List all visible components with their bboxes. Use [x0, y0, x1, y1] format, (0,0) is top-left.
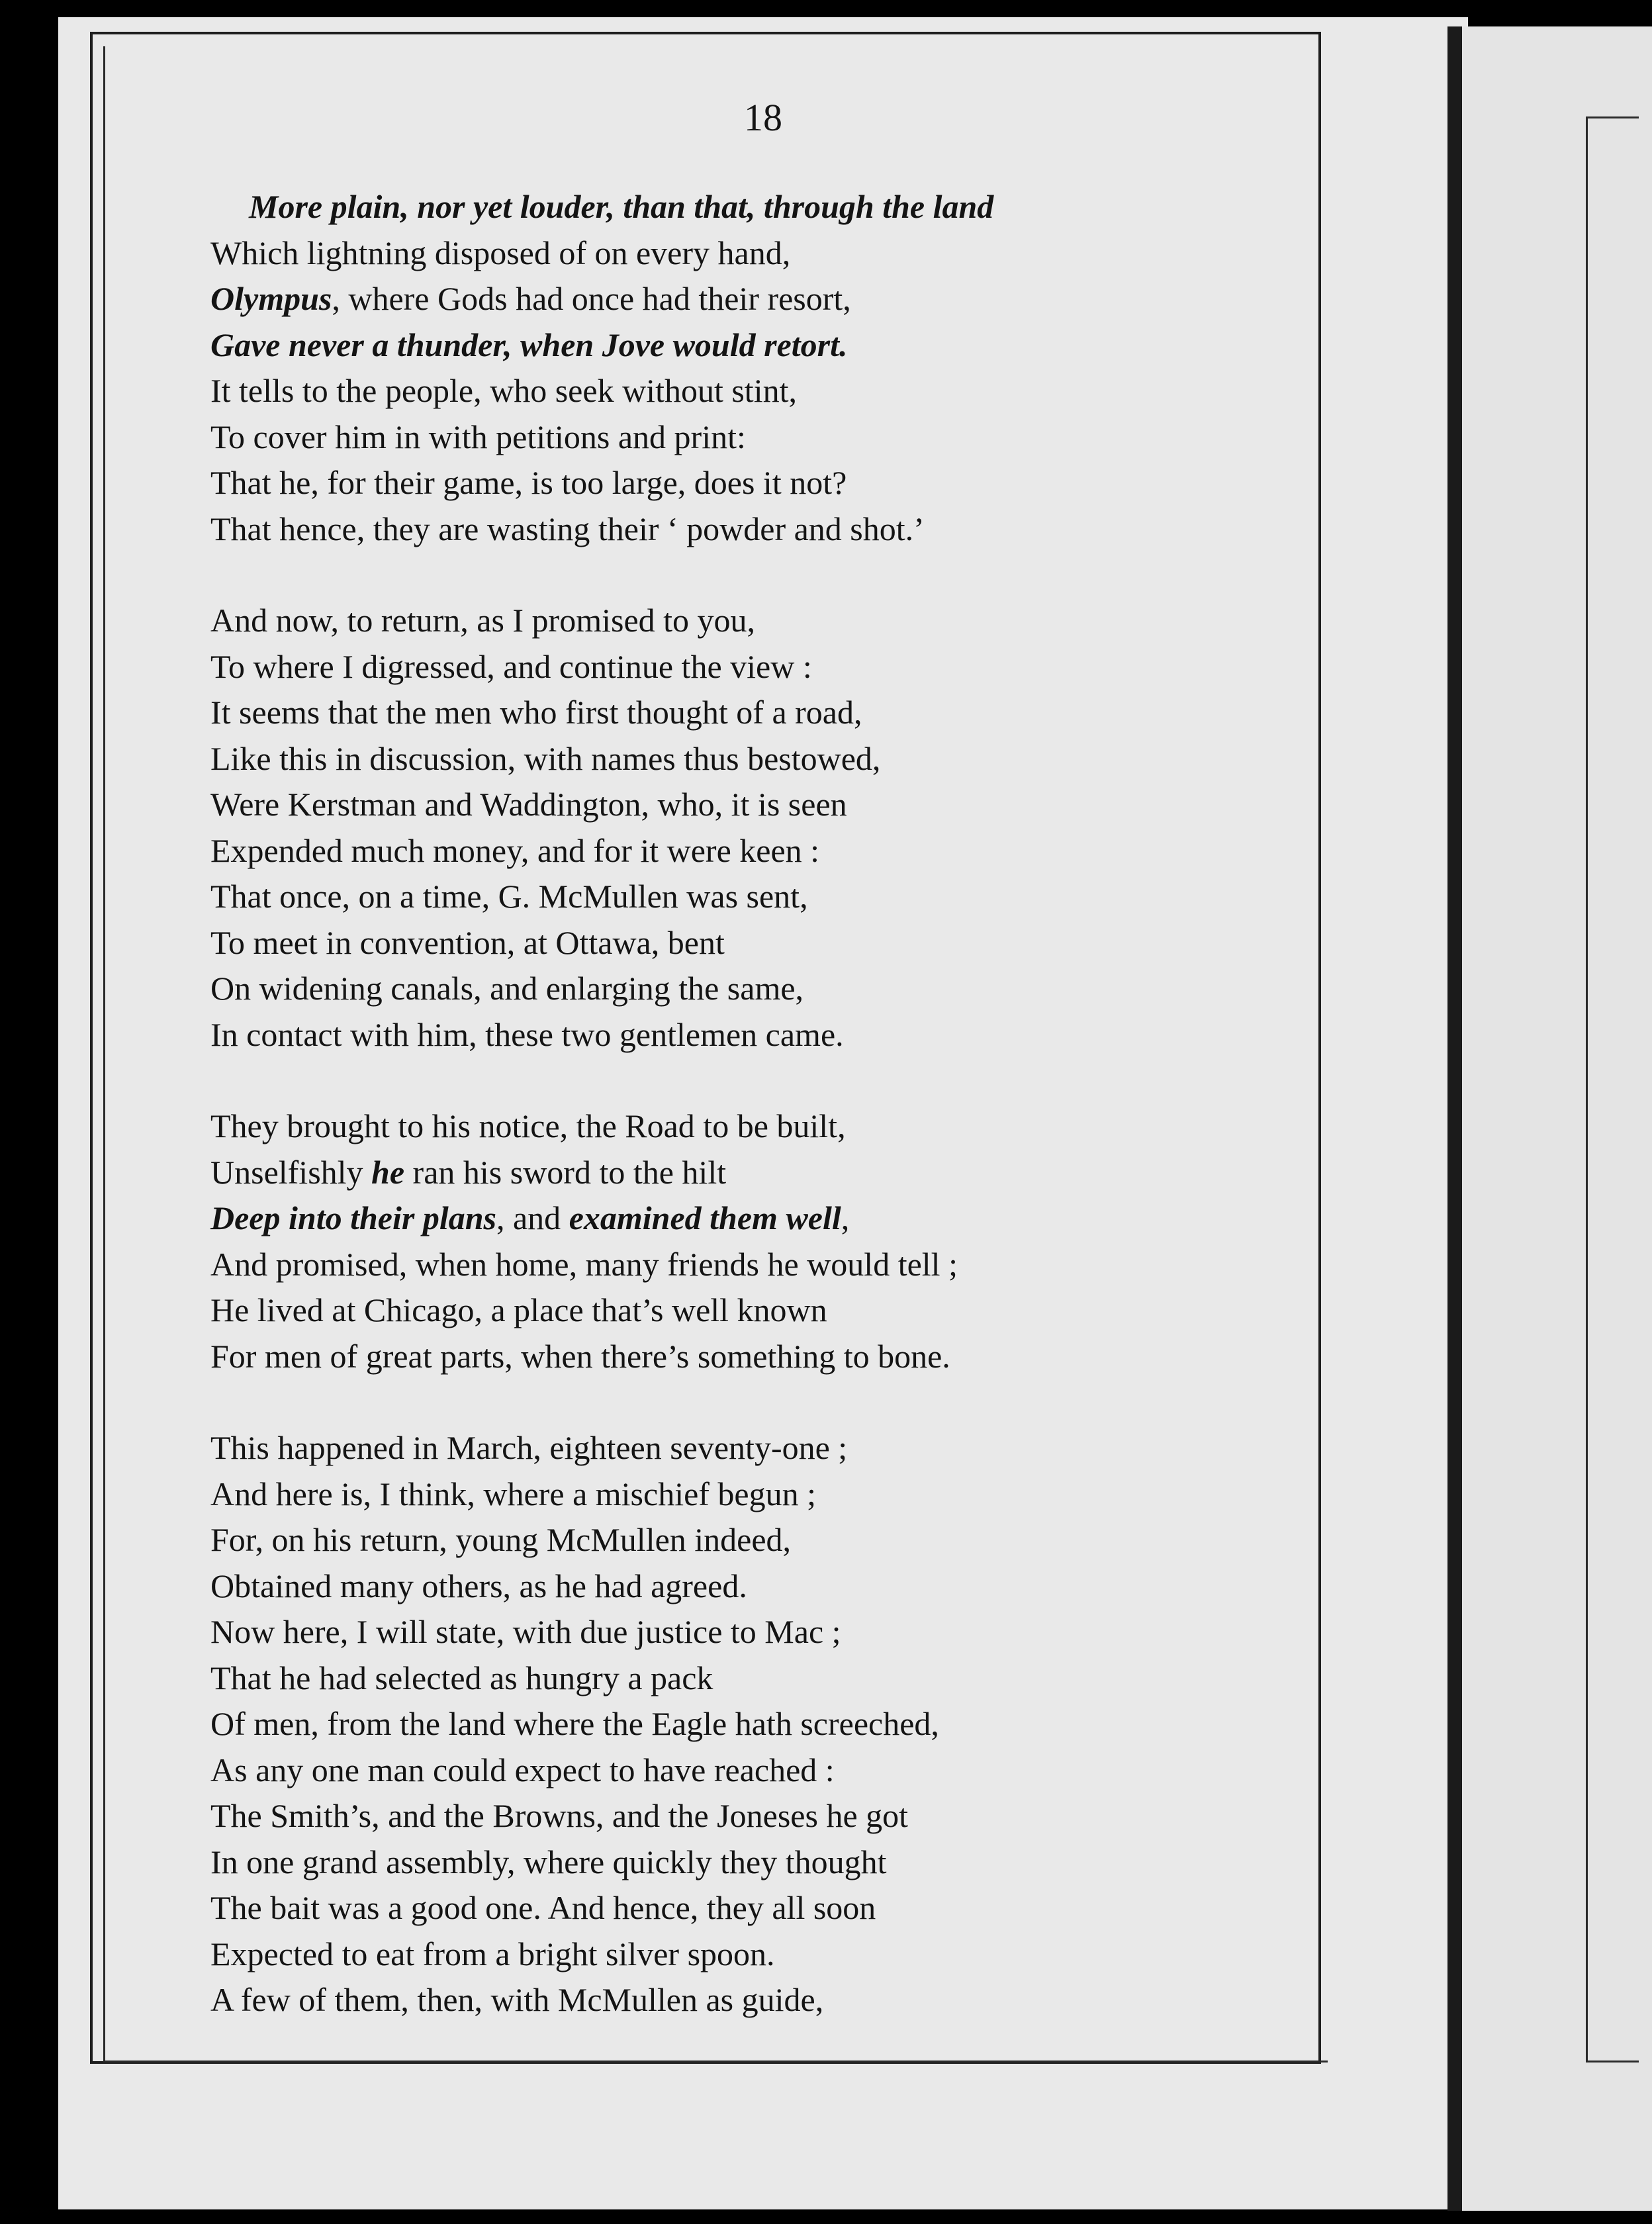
poem-line: That hence, they are wasting their ‘ powder and shot.’	[210, 510, 925, 547]
poem-line: The Smith’s, and the Browns, and the Joneses he got	[210, 1797, 909, 1834]
stanza	[210, 1425, 1362, 2023]
stanza	[210, 598, 1362, 1058]
poem-line: As any one man could expect to have reached :	[210, 1751, 835, 1788]
poem-line: They brought to his notice, the Road to be built,	[210, 1107, 846, 1144]
text-run: ran his sword to the hilt	[404, 1153, 727, 1191]
poem-line: More plain, nor yet louder, than that, through the land	[249, 188, 994, 225]
binding-gutter	[1447, 26, 1462, 2211]
poem-line: In contact with him, these two gentlemen came.	[210, 1015, 844, 1053]
poem-text	[210, 184, 1362, 2023]
poem-line: And now, to return, as I promised to you,	[210, 602, 756, 639]
poem-line: The bait was a good one. And hence, they all soon	[210, 1889, 876, 1926]
poem-line: To cover him in with petitions and print:	[210, 418, 746, 455]
poem-line: In one grand assembly, where quickly they thought	[210, 1843, 887, 1880]
stanza	[210, 184, 1362, 552]
poem-line: Obtained many others, as he had agreed.	[210, 1567, 747, 1604]
text-run: , where Gods had once had their resort,	[332, 280, 851, 317]
poem-line: That he, for their game, is too large, does it not?	[210, 464, 847, 501]
poem-line: For, on his return, young McMullen indeed,	[210, 1521, 792, 1558]
poem-line	[210, 1195, 1362, 1242]
poem-line: Expected to eat from a bright silver spoon.	[210, 1935, 775, 1972]
page-number: 18	[744, 96, 782, 139]
poem-line: A few of them, then, with McMullen as guide,	[210, 1981, 824, 2018]
poem-line: Now here, I will state, with due justice to Mac ;	[210, 1613, 841, 1650]
poem-line: And promised, when home, many friends he would tell ;	[210, 1245, 958, 1283]
poem-line: That once, on a time, G. McMullen was sent,	[210, 878, 808, 915]
text-run: Unselfishly	[210, 1153, 372, 1191]
poem-line: Of men, from the land where the Eagle hath screeched,	[210, 1705, 939, 1742]
poem-line: For men of great parts, when there’s something to bone.	[210, 1337, 950, 1375]
stanza	[210, 1103, 1362, 1379]
poem-line: To meet in convention, at Ottawa, bent	[210, 923, 725, 961]
poem-line: He lived at Chicago, a place that’s well known	[210, 1291, 827, 1328]
poem-line: This happened in March, eighteen seventy-one ;	[210, 1429, 848, 1466]
poem-line: On widening canals, and enlarging the same,	[210, 970, 804, 1007]
text-run: , and	[496, 1199, 569, 1236]
poem-line	[210, 276, 1362, 322]
poem-line: Like this in discussion, with names thus bestowed,	[210, 739, 881, 777]
poem-line: Gave never a thunder, when Jove would retort.	[210, 326, 848, 363]
facing-page-border	[1586, 116, 1639, 2062]
poem-line: Were Kerstman and Waddington, who, it is seen	[210, 786, 847, 823]
italic-phrase: Olympus	[210, 280, 332, 317]
text-run: ,	[841, 1199, 850, 1236]
poem-line: To where I digressed, and continue the view :	[210, 647, 812, 685]
document-page	[58, 17, 1468, 2209]
poem-line	[210, 1150, 1362, 1196]
italic-phrase: Deep into their plans	[210, 1199, 496, 1236]
poem-line: That he had selected as hungry a pack	[210, 1659, 713, 1696]
poem-line: It tells to the people, who seek without stint,	[210, 372, 797, 409]
italic-phrase: he	[371, 1153, 405, 1191]
poem-line: It seems that the men who first thought of a road,	[210, 694, 862, 731]
poem-line: Expended much money, and for it were keen :	[210, 831, 820, 869]
poem-line: Which lightning disposed of on every hand,	[210, 234, 791, 271]
poem-line: And here is, I think, where a mischief begun ;	[210, 1475, 817, 1512]
italic-phrase: examined them well	[569, 1199, 841, 1236]
